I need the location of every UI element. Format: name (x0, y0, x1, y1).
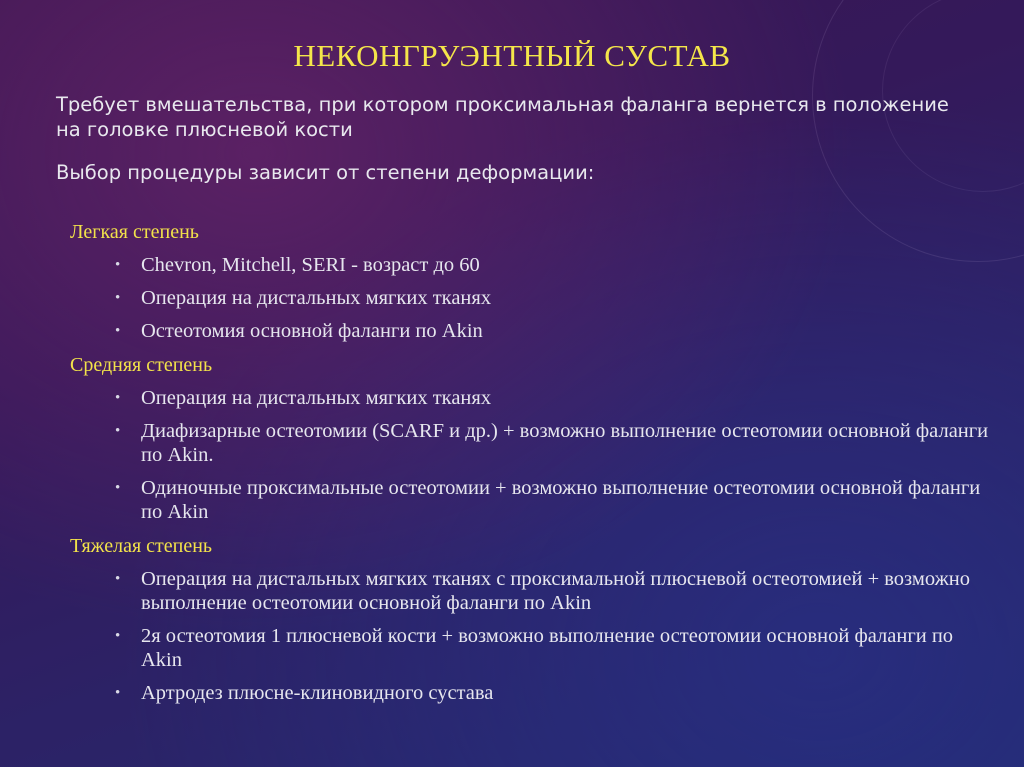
section-heading-severe: Тяжелая степень (70, 535, 213, 557)
list-item-text: Операция на дистальных мягких тканях (141, 287, 492, 309)
bullet-icon: • (115, 423, 121, 439)
bullet-icon: • (115, 323, 121, 339)
list-item (70, 567, 990, 615)
list-item (70, 253, 990, 277)
bullet-icon: • (115, 628, 121, 644)
list-item-text: Операция на дистальных мягких тканях (141, 387, 492, 409)
list-item (70, 624, 990, 672)
list-item-text: Одиночные проксимальные остеотомии + возможно выполнение остеотомии основной фаланги по Akin (141, 477, 981, 523)
list-item-text: Остеотомия основной фаланги по Akin (141, 320, 483, 342)
bullet-icon: • (115, 685, 121, 701)
slide-title: НЕКОНГРУЭНТНЫЙ СУСТАВ (293, 38, 731, 73)
list-item-text: Артродез плюсне-клиновидного сустава (141, 682, 494, 704)
list-item-text: Операция на дистальных мягких тканях с проксимальной плюсневой остеотомией + возможно выполнение остеотомии основной фаланги по Akin (141, 568, 970, 614)
list-item (70, 681, 990, 705)
list-mild (70, 253, 990, 343)
bullet-icon: • (115, 257, 121, 273)
bullet-icon: • (115, 571, 121, 587)
list-item-text: Диафизарные остеотомии (SCARF и др.) + возможно выполнение остеотомии основной фаланги по Akin. (141, 420, 989, 466)
bullet-icon: • (115, 480, 121, 496)
list-item (70, 476, 990, 524)
list-item (70, 319, 990, 343)
bullet-icon: • (115, 390, 121, 406)
section-severe (70, 533, 990, 705)
list-severe (70, 567, 990, 705)
section-mild (70, 219, 990, 343)
list-moderate (70, 386, 990, 524)
list-item (70, 386, 990, 410)
section-heading-moderate: Средняя степень (70, 354, 213, 376)
section-heading-mild: Легкая степень (70, 221, 199, 243)
degree-sections (70, 219, 990, 714)
intro-paragraph-1: Требует вмешательства, при котором проксимальная фаланга вернется в положение на головке плюсневой кости (56, 93, 949, 141)
list-item (70, 286, 990, 310)
list-item (70, 419, 990, 467)
bullet-icon: • (115, 290, 121, 306)
list-item-text: Chevron, Mitchell, SERI - возраст до 60 (141, 254, 480, 276)
list-item-text: 2я остеотомия 1 плюсневой кости + возможно выполнение остеотомии основной фаланги по Akin (141, 625, 954, 671)
intro-paragraph-2: Выбор процедуры зависит от степени деформации: (56, 161, 595, 184)
section-moderate (70, 352, 990, 524)
